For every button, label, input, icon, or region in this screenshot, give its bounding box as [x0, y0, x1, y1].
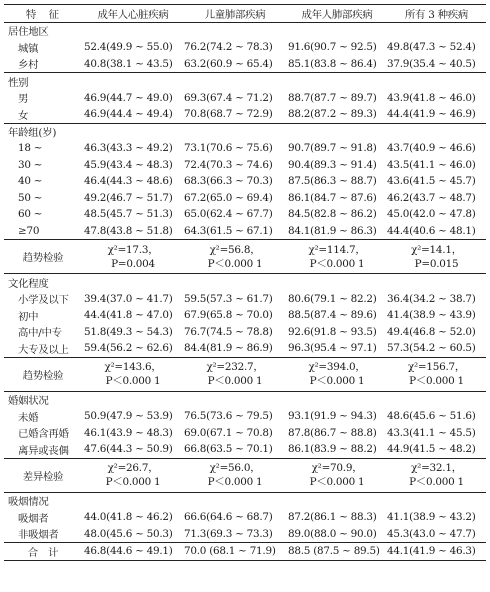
value-cell: 46.4(44.3 ~ 48.6): [84, 175, 173, 188]
row-label: 50 ~: [18, 191, 43, 204]
value-cell: 69.3(67.4 ~ 71.2): [184, 91, 273, 104]
test-stat-cell: [182, 360, 286, 388]
value-cell: 37.9(35.4 ~ 40.5): [387, 57, 476, 70]
value-cell: 87.2(86.1 ~ 88.3): [288, 511, 377, 524]
test-row: [4, 358, 486, 392]
test-stat-cell: [182, 243, 286, 271]
value-cell: 49.8(47.3 ~ 52.4): [387, 41, 476, 54]
table-row: [4, 526, 486, 544]
value-cell: 47.8(43.8 ~ 51.8): [84, 224, 173, 237]
value-cell: 66.8(63.5 ~ 70.1): [184, 443, 273, 456]
value-cell: 90.4(89.3 ~ 91.4): [288, 158, 377, 171]
value-cell: 72.4(70.3 ~ 74.6): [184, 158, 273, 171]
test-stat-cell: [82, 243, 182, 271]
test-stat-cell: [82, 360, 182, 388]
p-value: P＜0.000 1: [207, 257, 263, 270]
row-label: 40 ~: [18, 175, 43, 188]
value-cell: 69.0(67.1 ~ 70.8): [184, 426, 273, 439]
value-cell: 52.4(49.9 ~ 55.0): [84, 41, 173, 54]
value-cell: 51.8(49.3 ~ 54.3): [84, 325, 173, 338]
section-label: 性别: [8, 76, 29, 89]
value-cell: 46.9(44.7 ~ 49.0): [84, 91, 173, 104]
test-stat-cell: [286, 243, 386, 271]
p-value: P＜0.000 1: [309, 375, 365, 387]
value-cell: 65.0(62.4 ~ 67.7): [184, 208, 273, 221]
value-cell: 85.1(83.8 ~ 86.4): [288, 57, 377, 70]
value-cell: 71.3(69.3 ~ 73.3): [184, 527, 273, 540]
chi-square-value: χ²=32.1，: [411, 462, 462, 474]
section-label: 文化程度: [8, 277, 49, 290]
value-cell: 41.1(38.9 ~ 43.2): [387, 511, 476, 524]
section-row: [4, 392, 486, 409]
value-cell: 89.0(88.0 ~ 90.0): [288, 527, 377, 540]
row-label: 未婚: [18, 411, 39, 424]
data-table: [4, 4, 486, 561]
table-row: [4, 39, 486, 56]
p-value: P＜0.000 1: [409, 476, 464, 488]
value-cell: 76.5(73.6 ~ 79.5): [184, 410, 273, 423]
row-label: 差异检验: [22, 470, 64, 483]
p-value: P＜0.000 1: [105, 476, 161, 488]
value-cell: 46.9(44.4 ~ 49.4): [84, 108, 173, 121]
chi-square-value: χ²=232.7，: [206, 361, 264, 373]
p-value: P＜0.000 1: [105, 375, 161, 387]
header-feature: 特 征: [25, 8, 61, 21]
value-cell: 70.0 (68.1 ~ 71.9): [184, 545, 276, 558]
row-label: 城镇: [18, 42, 39, 55]
row-label: 60 ~: [18, 208, 43, 221]
section-label: 居住地区: [8, 26, 49, 39]
chi-square-value: χ²=394.0，: [308, 361, 366, 373]
chi-square-value: χ²=14.1，: [411, 243, 462, 256]
row-label: 乡村: [18, 59, 39, 72]
test-stat-cell: [182, 461, 286, 489]
value-cell: 88.5(87.4 ~ 89.6): [288, 309, 377, 322]
row-label: 吸烟者: [18, 512, 49, 525]
value-cell: 68.3(66.3 ~ 70.3): [184, 175, 273, 188]
total-row: [4, 543, 486, 561]
row-label: 已婚含再婚: [18, 428, 69, 441]
row-label: 18 ~: [18, 142, 43, 155]
chi-square-value: χ²=56.8，: [209, 243, 261, 256]
value-cell: 45.0(42.0 ~ 47.8): [387, 208, 476, 221]
row-label: 非吸烟者: [18, 529, 59, 542]
value-cell: 44.4(41.8 ~ 47.0): [84, 309, 173, 322]
section-label: 婚姻状况: [8, 395, 49, 408]
value-cell: 43.6(41.5 ~ 45.7): [387, 175, 476, 188]
value-cell: 41.4(38.9 ~ 43.9): [387, 309, 476, 322]
value-cell: 86.1(84.7 ~ 87.6): [288, 191, 377, 204]
value-cell: 86.1(83.9 ~ 88.2): [288, 443, 377, 456]
p-value: P=0.004: [111, 257, 155, 270]
section-row: [4, 124, 486, 141]
value-cell: 80.6(79.1 ~ 82.2): [288, 292, 377, 305]
table-row: [4, 340, 486, 358]
value-cell: 46.8(44.6 ~ 49.1): [84, 545, 173, 558]
value-cell: 88.5 (87.5 ~ 89.5): [288, 545, 380, 558]
row-label: 女: [18, 109, 29, 122]
section-row: [4, 23, 486, 40]
value-cell: 87.8(86.7 ~ 88.8): [288, 426, 377, 439]
value-cell: 44.1(41.9 ~ 46.3): [387, 545, 476, 558]
row-label: 大专及以上: [18, 343, 69, 356]
value-cell: 96.3(95.4 ~ 97.1): [288, 342, 377, 355]
value-cell: 47.6(44.3 ~ 50.9): [84, 443, 173, 456]
value-cell: 44.0(41.8 ~ 46.2): [84, 511, 173, 524]
row-label: 趋势检验: [22, 252, 64, 264]
value-cell: 48.5(45.7 ~ 51.3): [84, 208, 173, 221]
row-label: ≥70: [18, 224, 40, 237]
p-value: P=0.015: [414, 257, 459, 270]
table-row: [4, 173, 486, 190]
value-cell: 43.3(41.1 ~ 45.5): [387, 426, 476, 439]
test-stat-cell: [82, 461, 182, 489]
table-row: [4, 140, 486, 157]
value-cell: 49.4(46.8 ~ 52.0): [387, 325, 476, 338]
value-cell: 45.3(43.0 ~ 47.7): [387, 527, 476, 540]
row-label: 合 计: [27, 546, 59, 559]
chi-square-value: χ²=56.0，: [209, 462, 261, 474]
value-cell: 92.6(91.8 ~ 93.5): [288, 325, 377, 338]
value-cell: 88.2(87.2 ~ 89.3): [288, 108, 377, 121]
row-label: 男: [18, 93, 29, 106]
table-row: [4, 509, 486, 526]
chi-square-value: χ²=143.6，: [104, 361, 162, 373]
table-row: [4, 408, 486, 425]
value-cell: 44.4(41.9 ~ 46.9): [387, 108, 476, 121]
header-adult-heart: 成年人心脏疾病: [97, 8, 169, 21]
value-cell: 44.4(40.6 ~ 48.1): [387, 224, 476, 237]
value-cell: 87.5(86.3 ~ 88.7): [288, 175, 377, 188]
section-row: [4, 493, 486, 510]
table-row: [4, 307, 486, 324]
section-row: [4, 274, 486, 291]
value-cell: 39.4(37.0 ~ 41.7): [84, 292, 173, 305]
row-label: 初中: [18, 310, 39, 323]
value-cell: 36.4(34.2 ~ 38.7): [387, 292, 476, 305]
chi-square-value: χ²=70.9，: [311, 462, 363, 474]
value-cell: 67.9(65.8 ~ 70.0): [184, 309, 273, 322]
test-stat-cell: [386, 461, 486, 489]
value-cell: 49.2(46.7 ~ 51.7): [84, 191, 173, 204]
p-value: P＜0.000 1: [207, 375, 263, 387]
table-body: [4, 23, 486, 561]
value-cell: 93.1(91.9 ~ 94.3): [288, 410, 377, 423]
value-cell: 59.4(56.2 ~ 62.6): [84, 342, 173, 355]
value-cell: 64.3(61.5 ~ 67.1): [184, 224, 273, 237]
p-value: P＜0.000 1: [309, 257, 365, 270]
table-row: [4, 425, 486, 442]
value-cell: 40.8(38.1 ~ 43.5): [84, 57, 173, 70]
value-cell: 48.0(45.6 ~ 50.3): [84, 527, 173, 540]
table-row: [4, 90, 486, 107]
value-cell: 66.6(64.6 ~ 68.7): [184, 511, 273, 524]
test-stat-cell: [286, 461, 386, 489]
table-row: [4, 106, 486, 124]
value-cell: 70.8(68.7 ~ 72.9): [184, 108, 273, 121]
section-row: [4, 73, 486, 90]
table-row: [4, 291, 486, 308]
test-stat-cell: [286, 360, 386, 388]
p-value: P＜0.000 1: [207, 476, 263, 488]
table-row: [4, 324, 486, 341]
value-cell: 46.1(43.9 ~ 48.3): [84, 426, 173, 439]
value-cell: 45.9(43.4 ~ 48.3): [84, 158, 173, 171]
value-cell: 43.5(41.1 ~ 46.0): [387, 158, 476, 171]
p-value: P＜0.000 1: [309, 476, 365, 488]
value-cell: 76.7(74.5 ~ 78.8): [184, 325, 273, 338]
value-cell: 88.7(87.7 ~ 89.7): [288, 91, 377, 104]
table-header: [4, 4, 486, 23]
section-label: 年龄组(岁): [8, 127, 57, 140]
chi-square-value: χ²=26.7，: [107, 462, 159, 474]
table-row: [4, 441, 486, 459]
table-row: [4, 223, 486, 241]
header-adult-lung: 成年人肺部疾病: [301, 8, 373, 21]
header-all-three: 所有 3 种疾病: [404, 8, 469, 21]
value-cell: 63.2(60.9 ~ 65.4): [184, 57, 273, 70]
value-cell: 50.9(47.9 ~ 53.9): [84, 410, 173, 423]
value-cell: 73.1(70.6 ~ 75.6): [184, 142, 273, 155]
value-cell: 91.6(90.7 ~ 92.5): [288, 41, 377, 54]
value-cell: 84.1(81.9 ~ 86.3): [288, 224, 377, 237]
chi-square-value: χ²=156.7，: [407, 361, 466, 373]
value-cell: 67.2(65.0 ~ 69.4): [184, 191, 273, 204]
table-row: [4, 56, 486, 74]
chi-square-value: χ²=114.7，: [308, 243, 366, 256]
row-label: 小学及以下: [18, 294, 69, 307]
value-cell: 84.5(82.8 ~ 86.2): [288, 208, 377, 221]
value-cell: 46.3(43.3 ~ 49.2): [84, 142, 173, 155]
value-cell: 76.2(74.2 ~ 78.3): [184, 41, 273, 54]
row-label: 趋势检验: [22, 369, 64, 382]
chi-square-value: χ²=17.3，: [107, 243, 159, 256]
value-cell: 90.7(89.7 ~ 91.8): [288, 142, 377, 155]
value-cell: 59.5(57.3 ~ 61.7): [184, 292, 273, 305]
table-row: [4, 190, 486, 207]
row-label: 高中/中专: [18, 327, 62, 340]
row-label: 离异或丧偶: [18, 444, 69, 457]
table-row: [4, 157, 486, 174]
value-cell: 43.7(40.9 ~ 46.6): [387, 142, 476, 155]
value-cell: 46.2(43.7 ~ 48.7): [387, 191, 476, 204]
test-row: [4, 240, 486, 274]
section-label: 吸烟情况: [8, 496, 49, 509]
value-cell: 84.4(81.9 ~ 86.9): [184, 342, 273, 355]
test-stat-cell: [386, 243, 486, 271]
value-cell: 57.3(54.2 ~ 60.5): [387, 342, 476, 355]
value-cell: 43.9(41.8 ~ 46.0): [387, 91, 476, 104]
value-cell: 44.9(41.5 ~ 48.2): [387, 443, 476, 456]
value-cell: 48.6(45.6 ~ 51.6): [387, 410, 476, 423]
header-child-lung: 儿童肺部疾病: [204, 8, 266, 21]
test-row: [4, 459, 486, 493]
row-label: 30 ~: [18, 158, 43, 171]
table-row: [4, 206, 486, 223]
test-stat-cell: [386, 360, 486, 388]
p-value: P＜0.000 1: [409, 375, 464, 387]
